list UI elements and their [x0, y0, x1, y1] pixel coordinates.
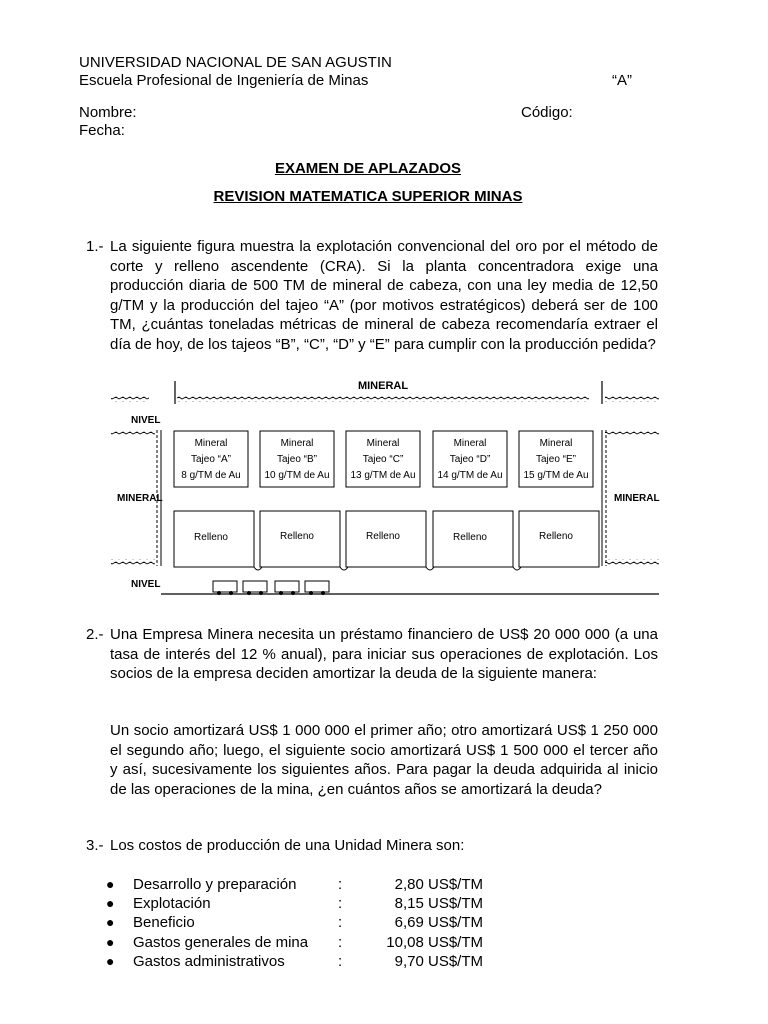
mineral-right-label: MINERAL	[614, 493, 660, 504]
bullet-icon: ●	[106, 895, 115, 911]
svg-text:Tajeo “A”: Tajeo “A”	[190, 454, 232, 465]
ore-band-left	[111, 430, 155, 436]
svg-text:Tajeo “B”: Tajeo “B”	[276, 454, 318, 465]
svg-text:15 g/TM de Au: 15 g/TM de Au	[523, 470, 589, 481]
ore-band-bottom-right	[605, 559, 659, 565]
ore-band-top-right	[605, 395, 659, 402]
question-1-number: 1.-	[86, 238, 104, 255]
nivel-bottom-label: NIVEL	[131, 579, 161, 590]
svg-text:Tajeo “C”: Tajeo “C”	[362, 454, 404, 465]
subject-title: REVISION MATEMATICA SUPERIOR MINAS	[213, 188, 523, 205]
nivel-top-label: NIVEL	[131, 415, 161, 426]
mineral-top-label: MINERAL	[357, 380, 409, 392]
bullet-icon: ●	[106, 914, 115, 930]
tajeo-e	[519, 431, 599, 567]
svg-text:Relleno: Relleno	[280, 531, 314, 542]
ore-band-top	[177, 395, 589, 402]
question-3-text: Los costos de producción de una Unidad Minera son:	[110, 837, 465, 854]
svg-text:Mineral: Mineral	[453, 438, 487, 449]
svg-text:Tajeo “D”: Tajeo “D”	[449, 454, 491, 465]
svg-text:10 g/TM de Au: 10 g/TM de Au	[264, 470, 330, 481]
date-label: Fecha:	[79, 122, 125, 139]
svg-text:8 g/TM de Au: 8 g/TM de Au	[181, 470, 241, 481]
ore-band-top-left	[111, 395, 149, 402]
bullet-icon: ●	[106, 876, 115, 892]
exam-version: “A”	[612, 72, 632, 89]
svg-text:Relleno: Relleno	[539, 531, 573, 542]
ore-band-bottom-left	[111, 559, 155, 565]
name-label: Nombre:	[79, 104, 137, 121]
cost-row: ● Desarrollo y preparación : 2,80 US$/TM	[106, 876, 483, 893]
mining-diagram	[105, 376, 661, 598]
tajeo-c	[346, 431, 426, 567]
question-3-number: 3.-	[86, 837, 104, 854]
question-2-text-continued: Un socio amortizará US$ 1 000 000 el primer año; otro amortizará US$ 1 250 000 el segundo año; luego, el siguiente socio amortizará US$ 1 500 000 el tercer año y así, sucesivamente los siguientes años. Para pagar la deuda adquirida al inicio de las operaciones de la mina, ¿en cuántos años se amortizará la deuda?	[110, 722, 658, 798]
ore-band-right	[605, 430, 659, 436]
bullet-icon: ●	[106, 934, 115, 950]
question-2-number: 2.-	[86, 626, 104, 643]
svg-text:Mineral: Mineral	[539, 438, 573, 449]
ore-cars	[213, 581, 329, 595]
cost-row: ● Gastos administrativos : 9,70 US$/TM	[106, 953, 483, 970]
tajeo-a	[174, 431, 254, 567]
svg-text:Relleno: Relleno	[366, 531, 400, 542]
svg-text:Relleno: Relleno	[194, 532, 228, 543]
cost-row: ● Explotación : 8,15 US$/TM	[106, 895, 483, 912]
school-name: Escuela Profesional de Ingeniería de Minas	[79, 72, 369, 89]
svg-text:Relleno: Relleno	[453, 532, 487, 543]
svg-text:Tajeo “E”: Tajeo “E”	[535, 454, 577, 465]
svg-text:13 g/TM de Au: 13 g/TM de Au	[350, 470, 416, 481]
question-1-text: La siguiente figura muestra la explotación convencional del oro por el método de corte y relleno ascendente (CRA). Si la planta concentradora exige una producción diaria de 500 TM de mineral de cabeza, con una ley media de 12,50 g/TM y la producción del tajeo “A” (por motivos estratégicos) deberá ser de 100 TM, ¿cuántas toneladas métricas de mineral de cabeza recomendaría extraer el día de hoy, de los tajeos “B”, “C”, “D” y “E” para cumplir con la producción pedida?	[110, 238, 658, 353]
university-name: UNIVERSIDAD NACIONAL DE SAN AGUSTIN	[79, 54, 392, 71]
tajeo-b	[260, 431, 340, 567]
tajeo-d	[433, 431, 513, 567]
svg-text:Mineral: Mineral	[280, 438, 314, 449]
mineral-left-label: MINERAL	[117, 493, 163, 504]
svg-text:Mineral: Mineral	[366, 438, 400, 449]
bullet-icon: ●	[106, 953, 115, 969]
svg-text:Mineral: Mineral	[194, 438, 228, 449]
svg-text:14 g/TM de Au: 14 g/TM de Au	[437, 470, 503, 481]
question-2-text: Una Empresa Minera necesita un préstamo financiero de US$ 20 000 000 (a una tasa de interés del 12 % anual), para iniciar sus operaciones de explotación. Los socios de la empresa deciden amortizar la deuda de la siguiente manera:	[110, 626, 658, 682]
exam-title: EXAMEN DE APLAZADOS	[274, 160, 462, 177]
cost-row: ● Beneficio : 6,69 US$/TM	[106, 914, 483, 931]
code-label: Código:	[521, 104, 573, 121]
cost-row: ● Gastos generales de mina : 10,08 US$/TM	[106, 934, 483, 951]
